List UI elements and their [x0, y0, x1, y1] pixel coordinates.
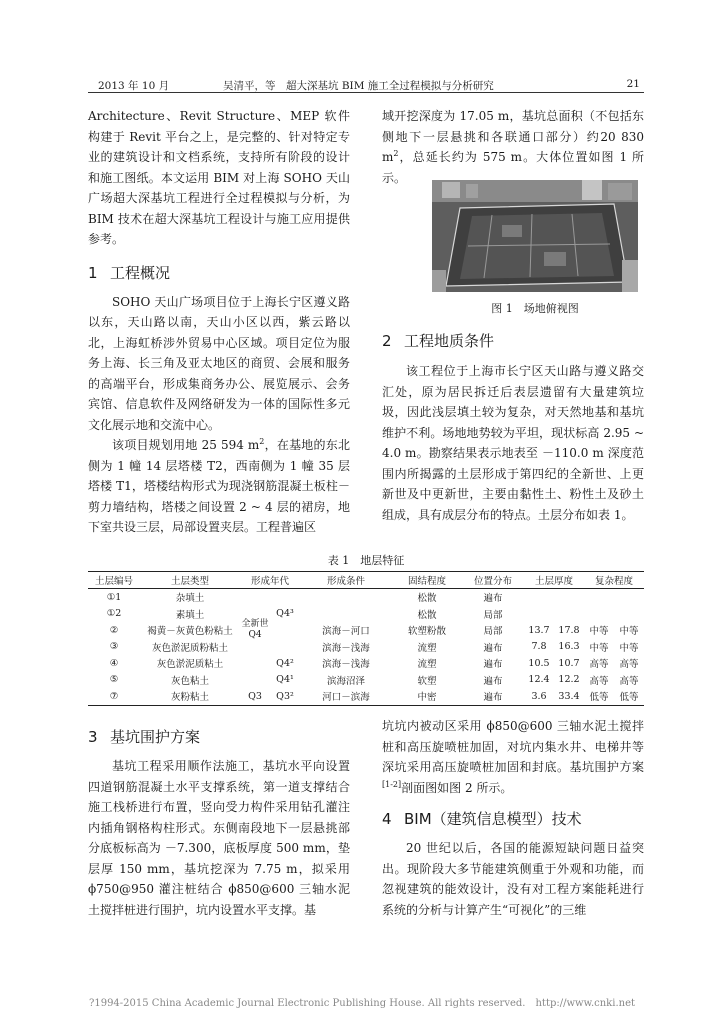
- figure-1-caption: 图 1 场地俯视图: [491, 302, 579, 315]
- excavation-paragraph: 域开挖深度为 17.05 m，基坑总面积（不包括东侧地下一层悬挑和各联通口部分）约20 830 $m^2$，总延长约为 575 m。大体位置如图 1 所示。: [382, 109, 644, 185]
- section-2-title: 工程地质条件: [404, 332, 495, 350]
- retaining-scheme-paragraph: 基坑工程采用顺作法施工，基坑水平向设置四道钢筋混凝土水平支撑系统，第一道支撑结合施工栈桥进行布置，竖向受力构件采用钻孔灌注内插角钢格构柱形式。东侧南段地下一层悬挑部分底板标高为 －7.300，底板厚度 500 mm，垫层厚 150 mm，基坑挖深为 7.75 m，拟采用 ϕ750@950 灌注桩结合 ϕ850@600 三轴水泥土搅拌桩进行围护，坑内设置水平支撑。基: [88, 759, 350, 917]
- left-column-section-3: [88, 726, 350, 920]
- era-group-cell: 全新世Q4: [241, 619, 269, 641]
- site-aerial-photo: [432, 180, 638, 292]
- table-row: ② 褐黄－灰黄色粉粘土 滨海－河口 软塑粉散 局部 13.7 17.8 中等 中等: [109, 624, 639, 638]
- project-location-paragraph: SOHO 天山广场项目位于上海长宁区遵义路以东，天山路以南，天山小区以西，紫云路以北，上海虹桥涉外贸易中心区域。项目定位为服务上海、长三角及亚太地区的商贸、会展和服务的高端平台，形成集商务办公、展览展示、会务宾馆、信息软件及网络研发为一体的国际性多元文化展示地和交流中心。: [88, 294, 350, 432]
- geology-paragraph: 该工程位于上海市长宁区天山路与遵义路交汇处，原为居民拆迁后表层遗留有大量建筑垃圾，因此浅层填土较为复杂，对天然地基和基坑维护不利。场地地势较为平坦，现状标高 2.95 ~ 4.0 m。勘察结果表示地表至 －110.0 m 深度范围内所揭露的土层形成于第四纪的全新世、上更新世及中更新世，主要由黏性土、粉性土及砂土组成，具有成层分布的特点。土层分布如表 1。: [382, 364, 644, 522]
- issue-date: 2013 年 10 月: [98, 80, 170, 92]
- table-row: ③ 灰色淤泥质粉粘土 滨海－浅海 流塑 遍布 7.8 16.3 中等 中等: [109, 641, 639, 654]
- intro-paragraph-end: Architecture、Revit Structure、MEP 软件构建于 Revit 平台之上，是完整的、针对特定专业的建筑设计和文档系统，支持所有阶段的设计和施工图纸。本文运用 BIM 对上海 SOHO 天山广场超大深基坑工程进行全过程模拟与分析，为 BIM 技术在超大深基坑工程设计与施工应用提供参考。: [88, 109, 350, 246]
- left-column-upper: [88, 106, 350, 538]
- soil-layer-table: [88, 571, 644, 706]
- reinforcement-paragraph: 坑坑内被动区采用 ϕ850@600 三轴水泥土搅拌桩和高压旋喷桩加固，对坑内集水井、电梯井等深坑采用高压旋喷桩加固和封底。基坑围护方案[1-2]剖面图如图 2 所示。: [382, 719, 644, 795]
- citation-ref: [1-2]: [382, 779, 402, 789]
- section-2-number: 2: [382, 332, 392, 350]
- table-row: ①1 杂填土 全新世Q4 松散 遍布: [88, 589, 644, 606]
- section-1-title: 工程概况: [110, 263, 171, 282]
- table-1-title: 表 1 地层特征: [327, 554, 405, 567]
- section-2-heading: [382, 330, 644, 352]
- section-1-heading: [88, 262, 350, 284]
- table-row: ①2 素填土 Q4³ 松散 局部: [106, 608, 503, 621]
- section-3-title: 基坑围护方案: [110, 728, 201, 746]
- right-column-upper-text: [382, 106, 644, 188]
- table-row: ⑤ 灰色粘土 Q4¹ 滨海沼泽 软塑 遍布 12.4 12.2 高等 高等: [109, 674, 639, 687]
- right-column-section-2: [382, 330, 644, 525]
- running-header: [88, 78, 644, 93]
- project-scale-paragraph: 该项目规划用地 25 594 $m^2$，在基地的东北侧为 1 幢 14 层塔楼 T2，西南侧为 1 幢 35 层塔楼 T1，塔楼结构形式为现浇钢筋混凝土板柱－剪力墙结构，塔楼之间设置 2 ~ 4 层的裙房，地下室共设三层，局部设置夹层。工程普遍区: [88, 437, 350, 534]
- copyright-footer: ?1994-2015 China Academic Journal Electronic Publishing House. All rights reserved. http://www.cnki.net: [88, 998, 635, 1009]
- section-4-heading: [382, 808, 644, 830]
- table-header-row: 土层编号 土层类型 形成年代 形成条件 固结程度 位置分布 土层厚度 复杂程度: [88, 572, 644, 589]
- aerial-photo-illustration: [432, 180, 638, 292]
- section-3-number: 3: [88, 728, 98, 746]
- section-4-number: 4: [382, 810, 392, 828]
- right-column-lower: [382, 716, 644, 920]
- table-row: ④ 灰色淤泥质粘土 Q4² 滨海－浅海 流塑 遍布 10.5 10.7 高等 高等: [109, 657, 639, 671]
- bim-paragraph: 20 世纪以后，各国的能源短缺问题日益突出。现阶段大多节能建筑侧重于外观和功能，而忽视建筑的能效设计，没有对工程方案能耗进行系统的分析与计算产生“可视化”的三维: [382, 841, 644, 917]
- page-number: 21: [626, 78, 640, 90]
- section-1-number: 1: [88, 263, 98, 282]
- section-4-title: BIM（建筑信息模型）技术: [404, 810, 582, 828]
- table-row: ⑦ 灰粉粘土 Q3 Q3² 河口－滨海 中密 遍布 3.6 33.4 低等 低等: [88, 688, 644, 705]
- section-3-heading: [88, 726, 350, 748]
- running-title: 吴清平，等 超大深基坑 BIM 施工全过程模拟与分析研究: [223, 80, 494, 92]
